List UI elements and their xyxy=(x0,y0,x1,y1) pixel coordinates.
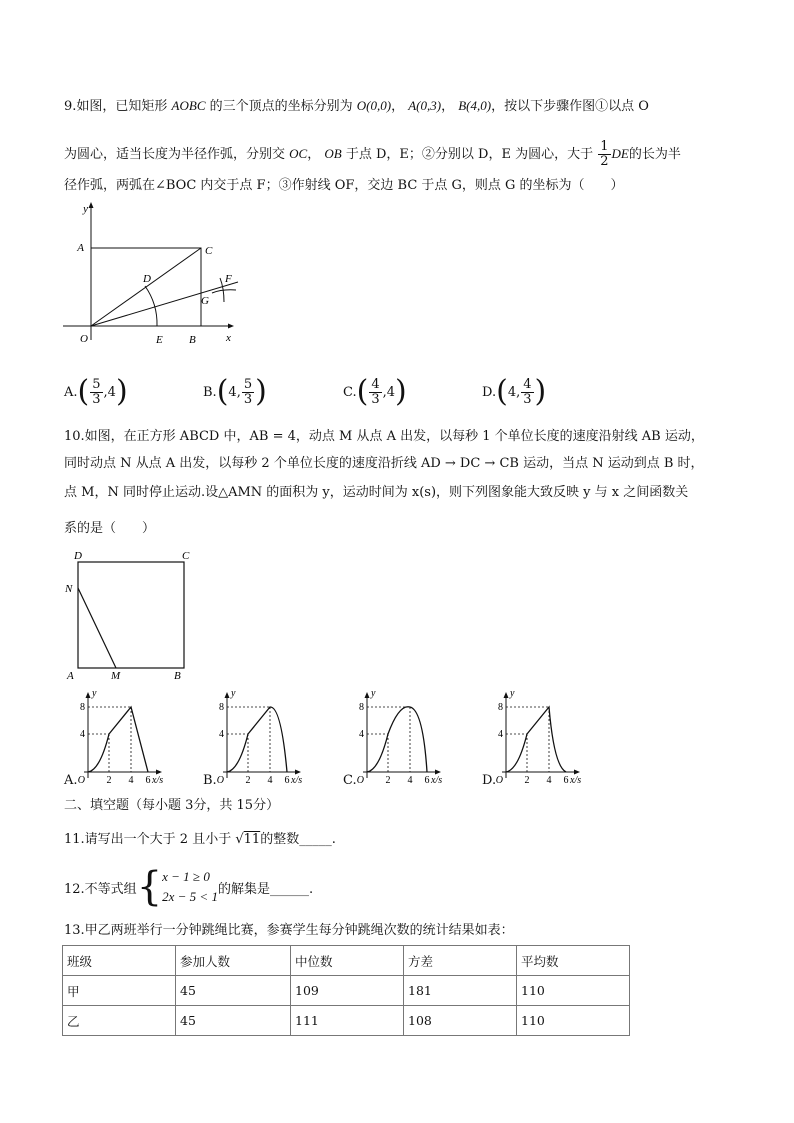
q10-line3: 点 M，N 同时停止运动.设△AMN 的面积为 y，运动时间为 x(s)，则下列图象能大致反映 y 与 x 之间函数关 xyxy=(64,485,689,500)
tick-label-6: 6 xyxy=(563,775,569,786)
q13-table xyxy=(62,945,630,1036)
fig10-label-b: B xyxy=(174,670,181,682)
q9-option-b[interactable]: B. ( 4 , $\frac{5}{3}$ ) xyxy=(203,374,267,409)
graph-d-curve xyxy=(506,707,566,772)
y-axis-arrow xyxy=(504,692,509,698)
graph-label-y: y xyxy=(92,688,97,699)
tick-label-4: 4 xyxy=(267,775,273,786)
fig9-label-g: G xyxy=(201,295,209,307)
q10-graph-a[interactable] xyxy=(76,686,166,786)
graph-b-curve xyxy=(227,707,287,772)
fig9-label-a: A xyxy=(77,242,84,254)
tick-label-8: 8 xyxy=(219,702,224,713)
fig9-label-b: B xyxy=(189,334,196,346)
y-axis-arrow xyxy=(86,692,91,698)
table-cell: 45 xyxy=(176,976,291,1006)
table-header: 参加人数 xyxy=(176,946,291,976)
table-cell: 111 xyxy=(291,1006,404,1036)
q9-line1: 9.如图，已知矩形 AOBC 的三个顶点的坐标分别为 O(0,0)， A(0,3)， B(4,0)，按以下步骤作图①以点 O xyxy=(64,98,649,114)
tick-label-4: 4 xyxy=(498,729,503,740)
fig9-label-x: x xyxy=(226,332,231,344)
fig9-label-y: y xyxy=(83,203,88,215)
x-axis-arrow xyxy=(295,770,301,775)
q10-option-c-label[interactable]: C. xyxy=(343,773,357,788)
q11-line: 11.请写出一个大于 2 且小于 √11的整数_____. xyxy=(64,832,336,847)
graph-a-curve xyxy=(88,707,148,772)
table-cell: 110 xyxy=(517,1006,630,1036)
table-header: 班级 xyxy=(63,946,176,976)
fig9-label-e: E xyxy=(156,334,163,346)
y-axis-arrow xyxy=(365,692,370,698)
table-row xyxy=(63,976,630,1006)
table-cell: 109 xyxy=(291,976,404,1006)
tick-label-6: 6 xyxy=(284,775,290,786)
table-cell: 甲 xyxy=(63,976,176,1006)
tick-label-4: 4 xyxy=(359,729,364,740)
sqrt-sign: √ xyxy=(235,832,244,847)
table-cell: 乙 xyxy=(63,1006,176,1036)
q10-graph-b[interactable] xyxy=(215,686,305,786)
tick-label-4: 4 xyxy=(80,729,85,740)
q12-line: 12.不等式组 { x − 1 ≥ 0 2x − 5 < 1 的解集是______. xyxy=(64,864,314,910)
tick-label-8: 8 xyxy=(359,702,364,713)
fig9-label-c: C xyxy=(205,245,213,257)
axis-label-x: x/s xyxy=(291,775,303,786)
table-header: 中位数 xyxy=(291,946,404,976)
x-axis-arrow xyxy=(156,770,162,775)
x-axis-arrow xyxy=(435,770,441,775)
table-cell: 181 xyxy=(404,976,517,1006)
table-header-row xyxy=(63,946,630,976)
q9-line3: 径作弧，两弧在∠BOC 内交于点 F；③作射线 OF，交边 BC 于点 G，则点 G 的坐标为（ ） xyxy=(64,178,624,193)
tick-label-6: 6 xyxy=(424,775,430,786)
fig10-label-n: N xyxy=(65,583,73,595)
graph-label-y: y xyxy=(510,688,515,699)
q9-option-d[interactable]: D. ( 4 , $\frac{4}{3}$ ) xyxy=(482,374,547,409)
q9-line2: 为圆心，适当长度为半径作弧，分别交 OC， OB 于点 D，E；②分别以 D，E 为圆心，大于 $\frac{1}{2}$ DE的长为半 xyxy=(64,139,681,169)
y-axis-arrow xyxy=(225,692,230,698)
q9-rectangle-figure xyxy=(58,198,248,348)
q10-option-d-label[interactable]: D. xyxy=(482,773,497,788)
q10-graph-c[interactable] xyxy=(355,686,445,786)
axis-label-x: x/s xyxy=(431,775,443,786)
q10-line4: 系的是（ ） xyxy=(64,521,156,536)
table-cell: 110 xyxy=(517,976,630,1006)
fig9-label-o: O xyxy=(80,333,88,345)
tick-label-8: 8 xyxy=(498,702,503,713)
tick-label-2: 2 xyxy=(245,775,251,786)
tick-label-2: 2 xyxy=(385,775,391,786)
origin-label: O xyxy=(495,775,503,786)
tick-label-2: 2 xyxy=(524,775,530,786)
fig10-label-d: D xyxy=(74,550,82,562)
tick-label-4: 4 xyxy=(407,775,413,786)
tick-label-4: 4 xyxy=(546,775,552,786)
fig10-label-m: M xyxy=(111,670,121,682)
q10-square-figure xyxy=(60,546,200,682)
axis-label-x: x/s xyxy=(152,775,164,786)
tick-label-4: 4 xyxy=(219,729,224,740)
q13-line: 13.甲乙两班举行一分钟跳绳比赛，参赛学生每分钟跳绳次数的统计结果如表： xyxy=(64,923,514,938)
graph-label-y: y xyxy=(371,688,376,699)
table-header: 平均数 xyxy=(517,946,630,976)
section-title: 二、填空题（每小题 3分，共 15分） xyxy=(64,798,280,813)
tick-label-4: 4 xyxy=(128,775,134,786)
tick-label-6: 6 xyxy=(145,775,151,786)
one-half-fraction: $\frac{1}{2}$ xyxy=(600,139,609,169)
table-row xyxy=(63,1006,630,1036)
q10-line2: 同时动点 N 从点 A 出发，以每秒 2 个单位长度的速度沿折线 AD → DC → CB 运动，当点 N 运动到点 B 时， xyxy=(64,456,704,471)
q10-option-a-label[interactable]: A. xyxy=(64,773,78,788)
origin-label: O xyxy=(356,775,364,786)
fig9-label-d: D xyxy=(143,273,151,285)
q10-graph-d[interactable] xyxy=(494,686,584,786)
q10-line1: 10.如图，在正方形 ABCD 中，AB = 4，动点 M 从点 A 出发，以每秒 1 个单位长度的速度沿射线 AB 运动， xyxy=(64,429,704,444)
table-header: 方差 xyxy=(404,946,517,976)
q10-option-b-label[interactable]: B. xyxy=(203,773,217,788)
q9-option-a[interactable]: A. ( $\frac{5}{3}$ , 4 ) xyxy=(64,374,128,409)
graph-label-y: y xyxy=(231,688,236,699)
x-axis-arrow xyxy=(574,770,580,775)
table-cell: 108 xyxy=(404,1006,517,1036)
fig10-label-a: A xyxy=(67,670,74,682)
fig9-label-f: F xyxy=(225,273,232,285)
system-brace: { xyxy=(136,864,163,910)
tick-label-8: 8 xyxy=(80,702,85,713)
tick-label-2: 2 xyxy=(106,775,112,786)
origin-label: O xyxy=(216,775,224,786)
axis-label-x: x/s xyxy=(570,775,582,786)
fig10-label-c: C xyxy=(182,550,190,562)
table-cell: 45 xyxy=(176,1006,291,1036)
origin-label: O xyxy=(77,775,85,786)
q9-option-c[interactable]: C. ( $\frac{4}{3}$ , 4 ) xyxy=(343,374,407,409)
graph-c-curve xyxy=(367,707,427,772)
